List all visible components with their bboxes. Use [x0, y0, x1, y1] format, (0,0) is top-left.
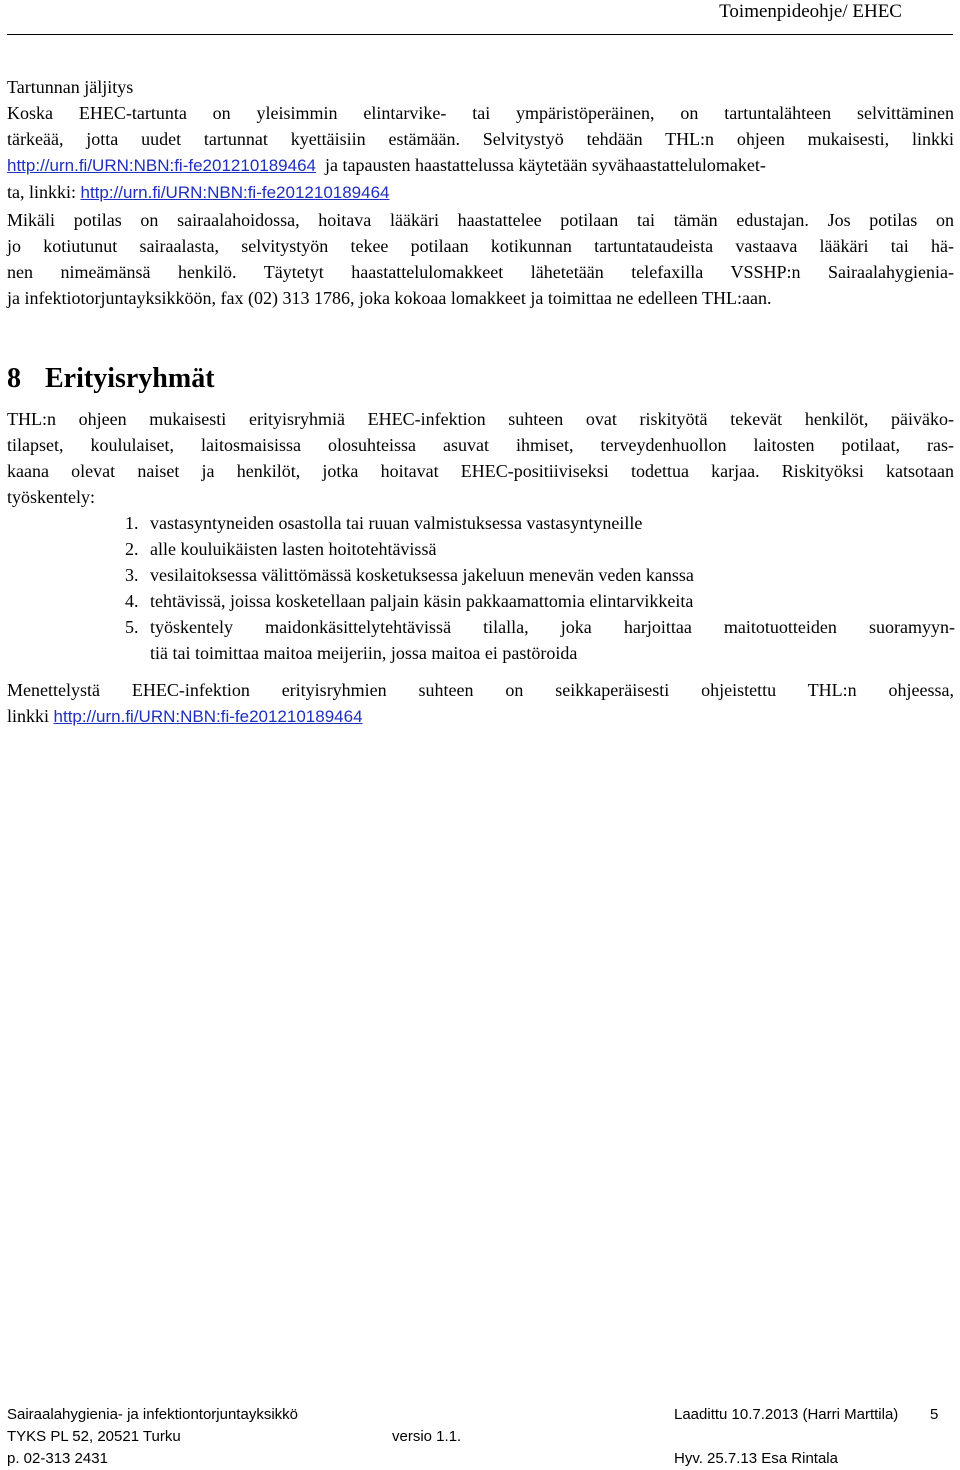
footer-address: TYKS PL 52, 20521 Turku: [7, 1428, 181, 1445]
risk-work-list: [125, 510, 955, 666]
intro-line: tilapset, koululaiset, laitosmaisissa olosuhteissa asuvat ihmiset, terveydenhuollon laitosten potilaat, ras-: [7, 435, 954, 455]
thl-special-groups-link[interactable]: http://urn.fi/URN:NBN:fi-fe201210189464: [53, 707, 363, 726]
section-heading: [7, 362, 215, 396]
tracing-text-line: tärkeää, jotta uudet tartunnat kyettäisiin estämään. Selvitystyö tehdään THL:n ohjeen mukaisesti, linkki: [7, 129, 954, 149]
list-item-text: alle kouluikäisten lasten hoitotehtävissä: [150, 539, 437, 559]
list-item-number: 2.: [125, 539, 139, 559]
page-number: 5: [930, 1406, 939, 1423]
list-item-text: vastasyntyneiden osastolla tai ruuan valmistuksessa vastasyntyneille: [150, 513, 643, 533]
paragraph-line: nen nimeämänsä henkilö. Täytetyt haastattelulomakkeet lähetetään telefaxilla VSSHP:n Sairaalahygienia-: [7, 262, 954, 282]
list-item-number: 1.: [125, 513, 139, 533]
list-item-number: 5.: [125, 617, 139, 637]
thl-guideline-link[interactable]: http://urn.fi/URN:NBN:fi-fe201210189464: [7, 156, 317, 175]
intro-line: THL:n ohjeen mukaisesti erityisryhmiä EHEC-infektion suhteen ovat riskityötä tekevät henkilöt, päiväko-: [7, 409, 954, 429]
section-number: 8: [7, 363, 21, 394]
tracing-paragraph-2: [7, 207, 954, 311]
footer-version: versio 1.1.: [392, 1428, 462, 1445]
footer-phone: p. 02-313 2431: [7, 1450, 108, 1467]
tracing-text-line: [7, 152, 954, 179]
tracing-block: [7, 74, 954, 206]
section-intro: [7, 406, 954, 510]
footer-created: Laadittu 10.7.2013 (Harri Marttila): [674, 1406, 899, 1423]
running-header: Toimenpideohje/ EHEC: [719, 1, 902, 22]
list-item: [125, 562, 955, 588]
list-item: [125, 614, 955, 666]
tracing-text-line: [7, 179, 954, 206]
paragraph-line: Mikäli potilas on sairaalahoidossa, hoitava lääkäri haastattelee potilaan tai tämän edustajan. Jos potilas on: [7, 210, 954, 230]
list-item: [125, 588, 955, 614]
footer-approved: Hyv. 25.7.13 Esa Rintala: [674, 1450, 838, 1467]
list-item-text-line: työskentely maidonkäsittelytehtävissä tilalla, joka harjoittaa maitotuotteiden suoramyyn-: [150, 617, 955, 637]
list-item-text: [150, 614, 955, 666]
list-item: [125, 536, 955, 562]
list-item-text: vesilaitoksessa välittömässä kosketuksessa jakeluun menevän veden kanssa: [150, 565, 694, 585]
closing-text-fragment: linkki: [7, 706, 50, 726]
list-item-number: 3.: [125, 565, 139, 585]
paragraph-line: jo kotiutunut sairaalasta, selvitystyön tekee potilaan kotikunnan tartuntataudeista vastaava lääkäri tai hä-: [7, 236, 954, 256]
tracing-text-line: Koska EHEC-tartunta on yleisimmin elintarvike- tai ympäristöperäinen, on tartuntalähteen selvittäminen: [7, 103, 954, 123]
list-item-text-line: tiä tai toimittaa maitoa meijeriin, jossa maitoa ei pastöroida: [150, 643, 578, 663]
paragraph-line: ja infektiotorjuntayksikköön, fax (02) 313 1786, joka kokoaa lomakkeet ja toimittaa ne edelleen THL:aan.: [7, 288, 772, 308]
list-item-text: tehtävissä, joissa kosketellaan paljain käsin pakkaamattomia elintarvikkeita: [150, 591, 694, 611]
closing-paragraph: [7, 677, 954, 730]
list-item: [125, 510, 955, 536]
intro-line: työskentely:: [7, 487, 95, 507]
tracing-text-fragment: ja tapausten haastattelussa käytetään syvähaastattelulomaket-: [325, 155, 766, 175]
intro-line: kaana olevat naiset ja henkilöt, jotka hoitavat EHEC-positiiviseksi todettua karjaa. Riskityöksi katsotaan: [7, 461, 954, 481]
footer-org: Sairaalahygienia- ja infektiontorjuntayksikkö: [7, 1406, 298, 1423]
tracing-heading: Tartunnan jäljitys: [7, 77, 134, 97]
closing-line: Menettelystä EHEC-infektion erityisryhmien suhteen on seikkaperäisesti ohjeistettu THL:n ohjeessa,: [7, 680, 954, 700]
list-item-number: 4.: [125, 591, 139, 611]
header-rule: [7, 34, 953, 35]
interview-form-link[interactable]: http://urn.fi/URN:NBN:fi-fe201210189464: [80, 183, 390, 202]
section-title: Erityisryhmät: [45, 363, 215, 394]
closing-line: [7, 703, 954, 730]
tracing-text-fragment: ta, linkki:: [7, 182, 76, 202]
